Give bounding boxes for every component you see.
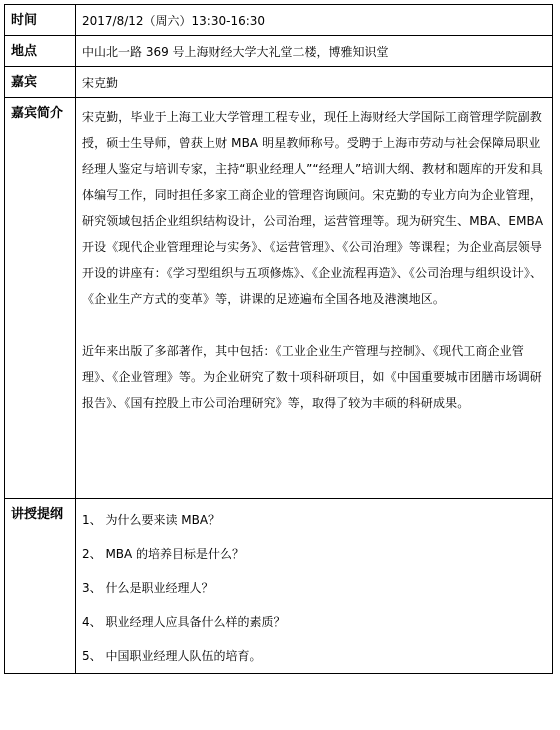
outline-item: 3、 什么是职业经理人？ bbox=[82, 581, 214, 595]
guest-label-cell bbox=[5, 67, 76, 98]
event-info-table bbox=[4, 4, 553, 674]
outline-label: 讲授提纲 bbox=[11, 507, 64, 522]
outline-list bbox=[76, 499, 552, 673]
outline-item: 2、 MBA 的培养目标是什么？ bbox=[82, 547, 245, 561]
outline-item: 4、 职业经理人应具备什么样的素质？ bbox=[82, 615, 286, 629]
time-label-cell bbox=[5, 5, 76, 36]
outline-label-cell bbox=[5, 499, 76, 674]
location-value: 中山北一路 369 号上海财经大学大礼堂二楼，博雅知识堂 bbox=[82, 45, 389, 59]
time-row bbox=[5, 5, 553, 36]
bio-paragraph-career: 宋克勤，毕业于上海工业大学管理工程专业，现任上海财经大学国际工商管理学院副教授，硕士生导师，曾获上财 MBA 明星教师称号。受聘于上海市劳动与社会保障局职业经理人鉴定与培训专家，主持“职业经理人”“经理人”培训大纲、教材和题库的开发和具体编写工作，同时担任多家工商企业的管理咨询顾问。宋克勤的专业方向为企业管理，研究领域包括企业组织结构设计，公司治理，运营管理等。现为研究生、MBA、EMBA 开设《现代企业管理理论与实务》、《运营管理》、《公司治理》等课程；为企业高层领导开设的讲座有：《学习型组织与五项修炼》、《企业流程再造》、《公司治理与组织设计》、《企业生产方式的变革》等，讲课的足迹遍布全国各地及港澳地区。 bbox=[82, 110, 544, 306]
time-label: 时间 bbox=[11, 13, 38, 28]
outline-value-cell bbox=[76, 499, 553, 674]
outline-item: 5、 中国职业经理人队伍的培育。 bbox=[82, 649, 262, 663]
bio-value-cell bbox=[76, 98, 553, 499]
outline-row bbox=[5, 499, 553, 674]
guest-label: 嘉宾 bbox=[11, 75, 38, 90]
bio-text bbox=[76, 98, 552, 416]
bio-label-cell bbox=[5, 98, 76, 499]
bio-label: 嘉宾简介 bbox=[11, 106, 64, 121]
location-label-cell bbox=[5, 36, 76, 67]
location-row bbox=[5, 36, 553, 67]
time-value-cell bbox=[76, 5, 553, 36]
guest-value-cell bbox=[76, 67, 553, 98]
location-label: 地点 bbox=[11, 44, 38, 59]
bio-paragraph-publications: 近年来出版了多部著作，其中包括：《工业企业生产管理与控制》、《现代工商企业管理》、《企业管理》等。为企业研究了数十项科研项目，如《中国重要城市团膳市场调研报告》、《国有控股上市公司治理研究》等，取得了较为丰硕的科研成果。 bbox=[82, 344, 542, 410]
guest-row bbox=[5, 67, 553, 98]
outline-item: 1、 为什么要来读 MBA？ bbox=[82, 513, 221, 527]
location-value-cell bbox=[76, 36, 553, 67]
bio-row bbox=[5, 98, 553, 499]
time-value: 2017/8/12（周六）13:30-16:30 bbox=[82, 14, 266, 28]
guest-value: 宋克勤 bbox=[82, 76, 119, 90]
